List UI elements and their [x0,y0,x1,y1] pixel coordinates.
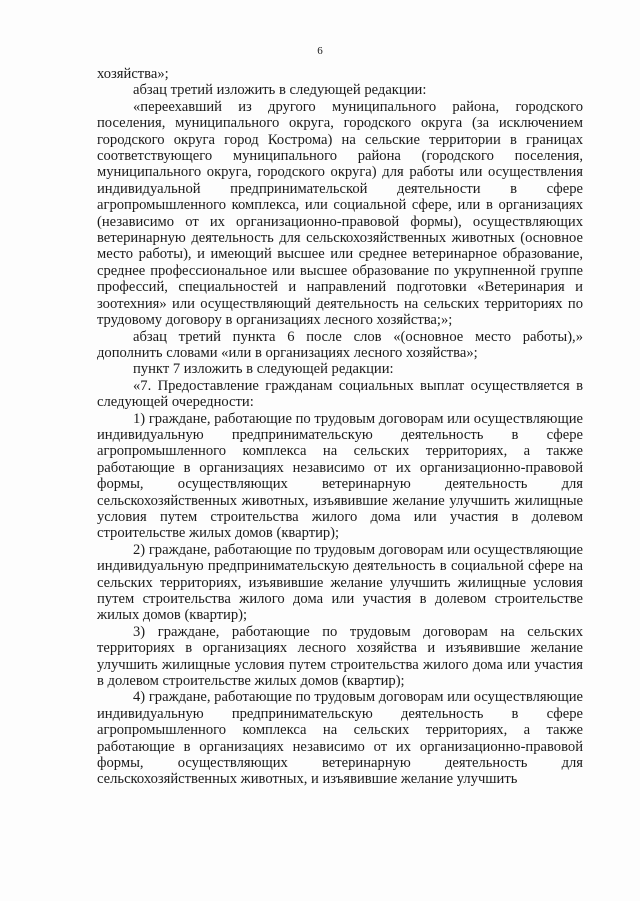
list-item: 3) граждане, работающие по трудовым договорам на сельских территориях в организациях лесного хозяйства и изъявившие желание улучшить жилищные условия путем строительства жилого дома или участия в долевом строительстве жилых домов (квартир); [97,623,583,690]
paragraph: пункт 7 изложить в следующей редакции: [133,361,394,378]
page-number: 6 [317,45,323,57]
list-item: 2) граждане, работающие по трудовым договорам или осуществляющие индивидуальную предпринимательскую деятельность в социальной сфере на сельских территориях, изъявившие желание улучшить жилищные условия путем строительства жилого дома или участия в долевом строительстве жилых домов (квартир); [97,541,583,624]
paragraph: «7. Предоставление гражданам социальных выплат осуществляется в следующей очередности: [97,377,583,411]
paragraph: абзац третий изложить в следующей редакции: [133,82,427,99]
paragraph: абзац третий пункта 6 после слов «(основное место работы),» дополнить словами «или в организациях лесного хозяйства»; [97,328,583,361]
paragraph: «переехавший из другого муниципального района, городского поселения, муниципального округа, городского округа (за исключением городского округа город Кострома) на сельские территории в границах соответствующего муниципального района (городского поселения, муниципального округа, городского округа) для работы или осуществления индивидуальной предпринимательской деятельности в сфере агропромышленного комплекса, или социальной сфере, или в организациях (независимо от их организационно-правовой формы), осуществляющих ветеринарную деятельность для сельскохозяйственных животных (основное место работы), и имеющий высшее или среднее ветеринарное образование, среднее профессиональное или высшее образование по укрупненной группе профессий, специальностей и направлений подготовки «Ветеринария и зоотехния» или осуществляющий деятельность на сельских территориях по трудовому договору в организациях лесного хозяйства;»; [97,98,583,329]
paragraph: хозяйства»; [97,66,169,82]
document-body [97,66,583,788]
list-item: 4) граждане, работающие по трудовым договорам или осуществляющие индивидуальную предпринимательскую деятельность в сфере агропромышленного комплекса на сельских территориях, а также работающие в организациях независимо от их организационно-правовой формы, осуществляющих ветеринарную деятельность для сельскохозяйственных животных, и изъявившие желание улучшить [97,689,583,788]
list-item: 1) граждане, работающие по трудовым договорам или осуществляющие индивидуальную предпринимательскую деятельность в сфере агропромышленного комплекса на сельских территориях, а также работающие в организациях независимо от их организационно-правовой формы, осуществляющих ветеринарную деятельность для сельскохозяйственных животных, изъявившие желание улучшить жилищные условия путем строительства жилого дома или участия в долевом строительстве жилых домов (квартир); [97,410,583,542]
